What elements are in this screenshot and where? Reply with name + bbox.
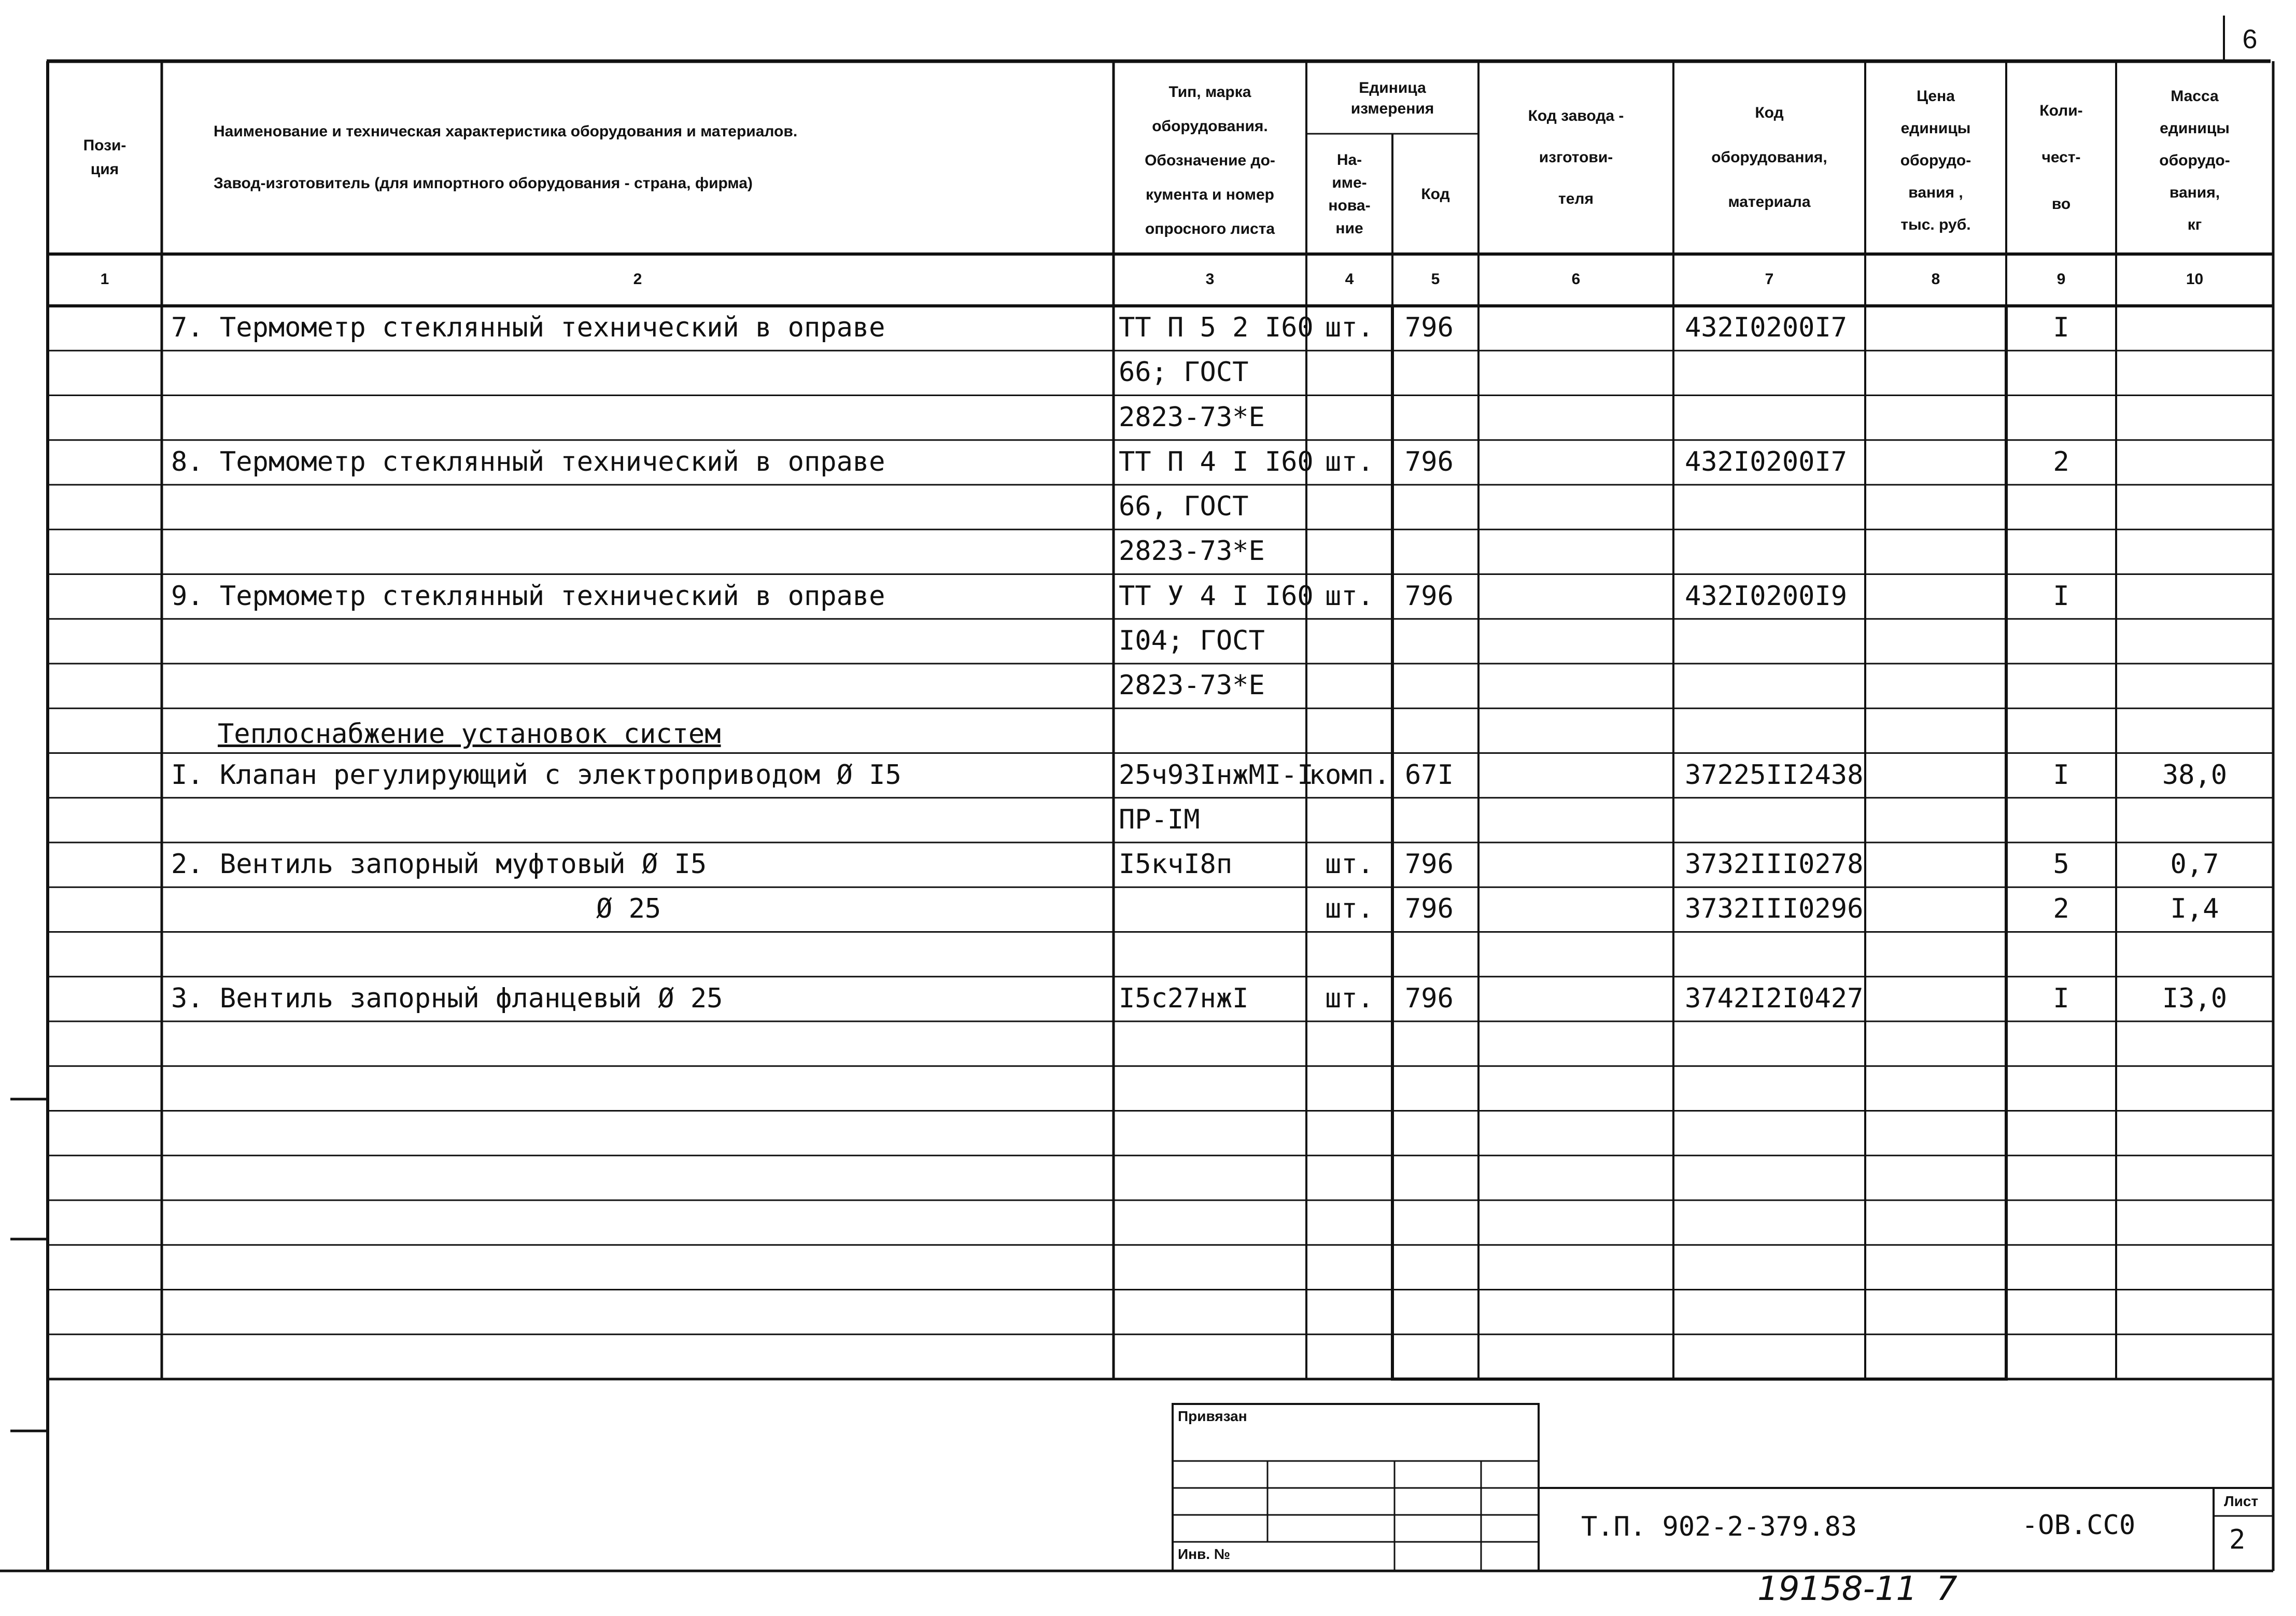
header-unit-group: Единица измерения xyxy=(1350,79,1434,117)
cell-type: 2823-73*Е xyxy=(1119,670,1265,701)
cell-unit: шт. xyxy=(1325,312,1374,343)
cell-qty: I xyxy=(2053,759,2069,791)
header-type: Тип, марка оборудования. Обозначение до- кумента и номер опросного листа xyxy=(1145,83,1275,237)
cell-unit-code: 796 xyxy=(1405,580,1454,612)
doc-suffix: -ОВ.СС0 xyxy=(2022,1510,2136,1541)
cell-qty: 2 xyxy=(2053,893,2069,925)
cell-name: Теплоснабжение установок систем xyxy=(218,719,721,750)
sheet-corner-number: 6 xyxy=(2242,24,2258,54)
header-unit-code: Код xyxy=(1421,185,1450,203)
cell-name: 3. Вентиль запорный фланцевый Ø 25 xyxy=(171,982,723,1014)
cell-mass: I,4 xyxy=(2170,893,2219,925)
cell-code: 3742I2I0427 xyxy=(1685,982,1864,1014)
cell-qty: 2 xyxy=(2053,446,2069,477)
cell-unit-code: 796 xyxy=(1405,982,1454,1014)
cell-code: 432I0200I7 xyxy=(1685,446,1848,477)
cell-type: ТТ П 4 I I60 xyxy=(1119,446,1314,477)
cell-unit: комп. xyxy=(1308,759,1390,791)
cell-type: 66, ГОСТ xyxy=(1119,491,1249,522)
cell-code: 3732III0278 xyxy=(1685,849,1864,880)
cell-unit: шт. xyxy=(1325,580,1374,612)
cell-unit: шт. xyxy=(1325,446,1374,477)
colnum-6: 6 xyxy=(1571,271,1581,288)
cell-mass: 0,7 xyxy=(2170,849,2219,880)
cell-type: ТТ У 4 I I60 xyxy=(1119,580,1314,612)
header-name: Наименование и техническая характеристика оборудования и материалов. Завод-изготовитель (для импортного оборудования - страна, фирма) xyxy=(214,123,798,192)
header-plant-code: Код завода - изготови- теля xyxy=(1528,107,1624,207)
colnum-7: 7 xyxy=(1765,271,1774,288)
colnum-3: 3 xyxy=(1205,271,1215,288)
cell-name: 2. Вентиль запорный муфтовый Ø I5 xyxy=(171,849,707,880)
cell-type: 2823-73*Е xyxy=(1119,536,1265,567)
cell-qty: I xyxy=(2053,982,2069,1014)
colnum-4: 4 xyxy=(1345,271,1354,288)
cell-qty: I xyxy=(2053,580,2069,612)
cell-type: ТТ П 5 2 I60 xyxy=(1119,312,1314,343)
cell-code: 432I0200I7 xyxy=(1685,312,1848,343)
cell-type: 2823-73*Е xyxy=(1119,401,1265,433)
cell-code: 3732III0296 xyxy=(1685,893,1864,925)
cell-name: Ø 25 xyxy=(596,893,661,925)
cell-mass: 38,0 xyxy=(2162,759,2228,791)
cell-type: 25ч93IнжМI-I xyxy=(1119,759,1314,791)
header-quantity: Коли- чест- во xyxy=(2039,102,2083,213)
cell-name: 7. Термометр стеклянный технический в оправе xyxy=(171,312,885,343)
footer-handwritten-number: 19158-11 xyxy=(1757,1570,1918,1608)
footer-page-number: 7 xyxy=(1936,1570,1957,1608)
colnum-8: 8 xyxy=(1931,271,1940,288)
sheet-number: 2 xyxy=(2229,1524,2246,1555)
cell-type: I5кчI8п xyxy=(1119,849,1233,880)
cell-type: I04; ГОСТ xyxy=(1119,625,1265,656)
cell-unit: шт. xyxy=(1325,893,1374,925)
cell-unit: шт. xyxy=(1325,982,1374,1014)
header-price: Цена единицы оборудо- вания , тыс. руб. xyxy=(1900,88,1971,233)
sheet-label: Лист xyxy=(2224,1493,2259,1509)
cell-name: 9. Термометр стеклянный технический в оправе xyxy=(171,580,885,612)
colnum-5: 5 xyxy=(1431,271,1440,288)
cell-unit-code: 796 xyxy=(1405,893,1454,925)
cell-name: I. Клапан регулирующий с электроприводом Ø I5 xyxy=(171,759,902,791)
cell-type: 66; ГОСТ xyxy=(1119,357,1249,388)
colnum-2: 2 xyxy=(633,271,642,288)
cell-type: I5с27нжI xyxy=(1119,982,1249,1014)
header-unit-name: На- име- нова- ние xyxy=(1328,151,1371,237)
cell-qty: I xyxy=(2053,312,2069,343)
cell-qty: 5 xyxy=(2053,849,2069,880)
stamp-inv-label: Инв. № xyxy=(1178,1546,1231,1562)
cell-unit-code: 796 xyxy=(1405,849,1454,880)
cell-mass: I3,0 xyxy=(2162,982,2228,1014)
cell-type: ПР-IМ xyxy=(1119,804,1200,835)
cell-unit-code: 796 xyxy=(1405,312,1454,343)
colnum-9: 9 xyxy=(2056,271,2066,288)
cell-code: 37225II2438 xyxy=(1685,759,1864,791)
cell-unit-code: 796 xyxy=(1405,446,1454,477)
doc-number: Т.П. 902-2-379.83 xyxy=(1581,1511,1857,1542)
header-mass: Масса единицы оборудо- вания, кг xyxy=(2159,88,2230,233)
cell-name: 8. Термометр стеклянный технический в оправе xyxy=(171,446,885,477)
header-position: Пози- ция xyxy=(83,137,126,178)
stamp-tied-label: Привязан xyxy=(1178,1408,1247,1424)
cell-unit: шт. xyxy=(1325,849,1374,880)
cell-code: 432I0200I9 xyxy=(1685,580,1848,612)
header-equipment-code: Код оборудования, материала xyxy=(1711,104,1827,210)
colnum-1: 1 xyxy=(100,271,109,288)
cell-unit-code: 67I xyxy=(1405,759,1454,791)
colnum-10: 10 xyxy=(2186,271,2204,288)
